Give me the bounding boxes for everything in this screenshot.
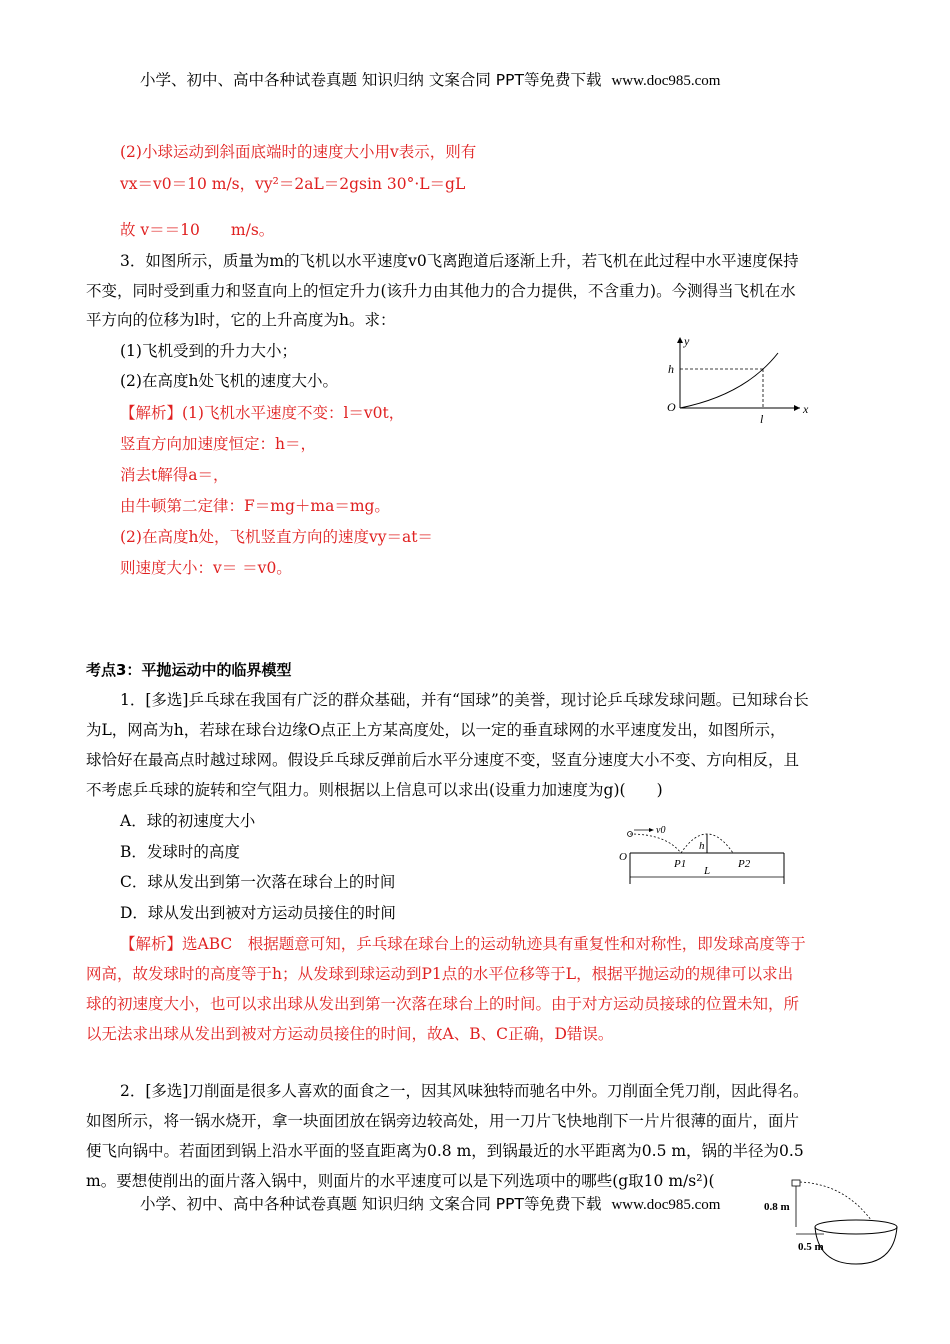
kp3-q2-stem-line: m。要想使削出的面片落入锅中，则面片的水平速度可以是下列选项中的哪些(g取10 m/s²)( (86, 1172, 715, 1190)
kp3-q1-solution-line: 以无法求出球从发出到被对方运动员接住的时间，故A、B、C正确，D错误。 (86, 1025, 614, 1043)
option-c: C．球从发出到第一次落在球台上的时间 (120, 873, 396, 891)
h-label: h (668, 362, 674, 376)
dough-block (792, 1180, 800, 1186)
page-header (140, 68, 720, 90)
kp3-q1-stem-line: 不考虑乒乓球的旋转和空气阻力。则根据以上信息可以求出(设重力加速度为g)( ) (86, 781, 663, 799)
option-b: B．发球时的高度 (120, 843, 240, 861)
kp3-q1-stem-line: 球恰好在最高点时越过球网。假设乒乓球反弹前后水平分速度不变，竖直分速度大小不变、方向相反，且 (86, 751, 800, 769)
noodle-pot-figure (764, 1172, 902, 1270)
x-label: x (803, 402, 809, 416)
q3-solution-line: 【解析】(1)飞机水平速度不变：l＝v0t， (120, 404, 405, 422)
origin-label: O (667, 400, 676, 414)
noodle-trajectory (800, 1182, 874, 1224)
section-heading: 考点3：平抛运动中的临界模型 (86, 661, 292, 679)
height-label: 0.8 m (764, 1201, 790, 1213)
q3-stem-line: 3．如图所示，质量为m的飞机以水平速度v0飞离跑道后逐渐上升，若飞机在此过程中水平速度保持 (120, 252, 799, 270)
q3-subquestion: (2)在高度h处飞机的速度大小。 (120, 372, 338, 390)
option-a: A．球的初速度大小 (120, 812, 256, 830)
ping-pong-figure (616, 822, 791, 887)
q3-solution-line: 则速度大小：v＝ ＝v0。 (120, 559, 292, 577)
o-label: O (619, 851, 627, 863)
q3-subquestion: (1)飞机受到的升力大小； (120, 342, 297, 360)
q3-stem-line: 平方向的位移为l时，它的上升高度为h。求： (86, 311, 396, 329)
y-axis-arrow (677, 337, 683, 343)
kp3-q2-stem-line: 便飞向锅中。若面团到锅上沿水平面的竖直距离为0.8 m，到锅最近的水平距离为0.5 m，锅的半径为0.5 (86, 1142, 804, 1160)
flight-path-figure (660, 333, 810, 426)
v0-label: v0 (656, 825, 666, 836)
page-footer (140, 1192, 720, 1214)
l-label: L (704, 865, 711, 877)
p2-label: P2 (738, 858, 751, 870)
kp3-q1-stem-line: 1．[多选]乒乓球在我国有广泛的群众基础，并有“国球”的美誉，现讨论乒乓球发球问题。已知球台长 (120, 691, 809, 709)
pot-rim (815, 1220, 897, 1234)
velocity-arrowhead (649, 828, 654, 832)
solution-equation: vx＝v0＝10 m/s，vy²＝2aL＝2gsin 30°·L＝gL (120, 175, 466, 193)
distance-label: 0.5 m (798, 1241, 824, 1253)
footer-title: 小学、初中、高中各种试卷真题 知识归纳 文案合同 PPT等免费下载 (140, 1195, 602, 1213)
q3-solution-line: (2)在高度h处，飞机竖直方向的速度vy＝at＝ (120, 528, 433, 546)
p1-label: P1 (674, 858, 687, 870)
net-h-label: h (699, 840, 705, 852)
kp3-q1-solution-line: 网高，故发球时的高度等于h；从发球到球运动到P1点的水平位移等于L，根据平抛运动的规律可以求出 (86, 965, 794, 983)
kp3-q1-stem-line: 为L，网高为h，若球在球台边缘O点正上方某高度处，以一定的垂直球网的水平速度发出，如图所示， (86, 721, 786, 739)
solution-line: (2)小球运动到斜面底端时的速度大小用v表示，则有 (120, 143, 477, 161)
option-d: D．球从发出到被对方运动员接住的时间 (120, 904, 396, 922)
kp3-q1-solution-line: 【解析】选ABC 根据题意可知，乒乓球在球台上的运动轨迹具有重复性和对称性，即发球高度等于 (120, 935, 806, 953)
l-label: l (760, 412, 764, 426)
q3-solution-line: 由牛顿第二定律：F＝mg＋ma＝mg。 (120, 497, 390, 515)
kp3-q2-stem-line: 如图所示，将一锅水烧开，拿一块面团放在锅旁边较高处，用一刀片飞快地削下一片片很薄的面片，面片 (86, 1112, 800, 1130)
footer-site: www.doc985.com (611, 1197, 721, 1213)
x-axis-arrow (794, 405, 800, 411)
y-label: y (684, 334, 690, 348)
header-site: www.doc985.com (611, 73, 721, 89)
q3-solution-line: 竖直方向加速度恒定：h＝， (120, 435, 316, 453)
q3-solution-line: 消去t解得a＝， (120, 466, 229, 484)
solution-result: 故 v＝＝10 m/s。 (120, 221, 275, 239)
header-title: 小学、初中、高中各种试卷真题 知识归纳 文案合同 PPT等免费下载 (140, 71, 602, 89)
kp3-q1-solution-line: 球的初速度大小，也可以求出球从发出到第一次落在球台上的时间。由于对方运动员接球的位置未知，所 (86, 995, 800, 1013)
kp3-q2-stem-line: 2．[多选]刀削面是很多人喜欢的面食之一，因其风味独特而驰名中外。刀削面全凭刀削，因此得名。 (120, 1082, 809, 1100)
q3-stem-line: 不变，同时受到重力和竖直向上的恒定升力(该升力由其他力的合力提供，不含重力)。今测得当飞机在水 (86, 282, 796, 300)
ball-trajectory (630, 834, 681, 853)
